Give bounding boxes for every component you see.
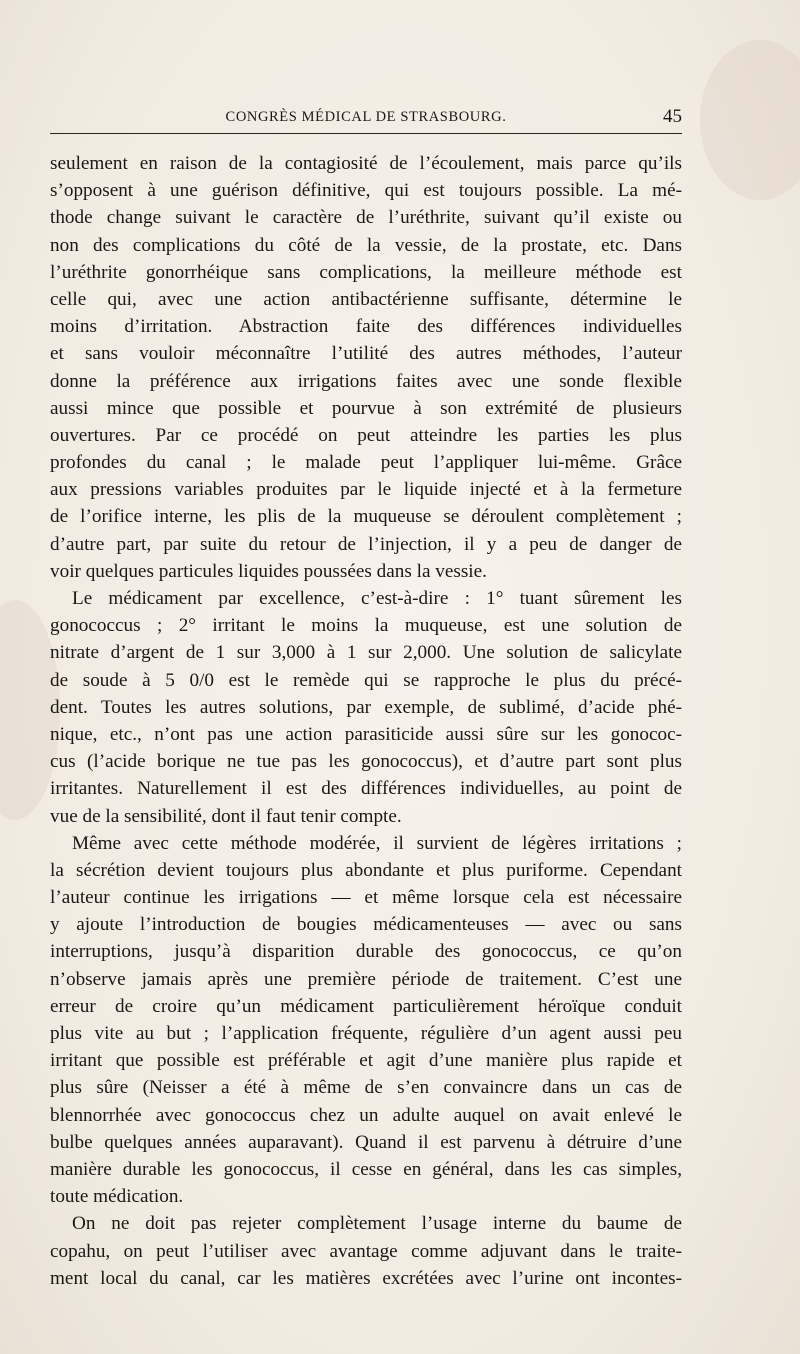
text-line: moins d’irritation. Abstraction faite des différences individuelles [50, 316, 682, 338]
text-line: plus sûre (Neisser a été à même de s’en convaincre dans un cas de [50, 1077, 682, 1099]
text-line: ment local du canal, car les matières excrétées avec l’urine ont incontes- [50, 1267, 682, 1289]
running-title: CONGRÈS MÉDICAL DE STRASBOURG. [225, 109, 507, 125]
text-line: irritant que possible est préférable et agit d’une manière plus rapide et [50, 1050, 682, 1072]
text-line: aussi mince que possible et pourvue à son extrémité de plusieurs [50, 397, 682, 419]
header-rule [50, 133, 682, 134]
body-text [50, 150, 682, 1292]
text-line: aux pressions variables produites par le liquide injecté et à la fermeture [50, 479, 682, 501]
text-line: dent. Toutes les autres solutions, par exemple, de sublimé, d’acide phé- [50, 696, 682, 718]
text-line: On ne doit pas rejeter complètement l’usage interne du baume de [72, 1213, 682, 1235]
text-line: interruptions, jusqu’à disparition durable des gonococcus, ce qu’on [50, 941, 682, 963]
text-line: l’uréthrite gonorrhéique sans complications, la meilleure méthode est [50, 261, 682, 283]
text-line: Le médicament par excellence, c’est-à-dire : 1° tuant sûrement les [72, 588, 682, 609]
text-line: celle qui, avec une action antibactérienne suffisante, détermine le [50, 288, 682, 310]
text-line: de soude à 5 0/0 est le remède qui se rapproche le plus du précé- [50, 669, 682, 691]
text-line: ouvertures. Par ce procédé on peut atteindre les parties les plus [50, 424, 682, 446]
text-line: irritantes. Naturellement il est des différences individuelles, au point de [50, 778, 682, 800]
text-line: l’auteur continue les irrigations — et même lorsque cela est nécessaire [50, 887, 682, 909]
page-number: 45 [663, 106, 682, 127]
paper-stain [700, 40, 800, 200]
text-line: seulement en raison de la contagiosité de l’écoulement, mais parce qu’ils [50, 153, 682, 174]
text-line: non des complications du côté de la vessie, de la prostate, etc. Dans [50, 234, 682, 256]
text-line: cus (l’acide borique ne tue pas les gonococcus), et d’autre part sont plus [50, 751, 682, 773]
text-line: profondes du canal ; le malade peut l’appliquer lui-même. Grâce [50, 452, 682, 474]
text-line: nique, etc., n’ont pas une action parasiticide aussi sûre sur les gonococ- [50, 723, 682, 745]
text-line: nitrate d’argent de 1 sur 3,000 à 1 sur 2,000. Une solution de salicylate [50, 642, 682, 664]
text-line: bulbe quelques années auparavant). Quand il est parvenu à détruire d’une [50, 1131, 682, 1153]
text-line: d’autre part, par suite du retour de l’injection, il y a peu de danger de [50, 533, 682, 555]
page-header [50, 106, 682, 128]
text-line: donne la préférence aux irrigations faites avec une sonde flexible [50, 370, 682, 392]
text-line: voir quelques particules liquides poussées dans la vessie. [50, 560, 487, 582]
text-line: thode change suivant le caractère de l’uréthrite, suivant qu’il existe ou [50, 207, 682, 229]
text-line: gonococcus ; 2° irritant le moins la muqueuse, est une solution de [50, 615, 682, 637]
text-line: copahu, on peut l’utiliser avec avantage comme adjuvant dans le traite- [50, 1240, 682, 1262]
text-line: erreur de croire qu’un médicament particulièrement héroïque conduit [50, 995, 682, 1017]
text-line: plus vite au but ; l’application fréquente, régulière d’un agent aussi peu [50, 1023, 682, 1044]
text-line: blennorrhée avec gonococcus chez un adulte auquel on avait enlevé le [50, 1104, 682, 1126]
text-line: Même avec cette méthode modérée, il survient de légères irritations ; [72, 832, 682, 854]
text-line: y ajoute l’introduction de bougies médicamenteuses — avec ou sans [50, 914, 682, 936]
text-line: la sécrétion devient toujours plus abondante et plus puriforme. Cependant [50, 859, 682, 881]
text-line: et sans vouloir méconnaître l’utilité des autres méthodes, l’auteur [50, 343, 682, 365]
text-line: de l’orifice interne, les plis de la muqueuse se déroulent complètement ; [50, 506, 682, 528]
text-line: s’opposent à une guérison définitive, qui est toujours possible. La mé- [50, 180, 682, 202]
text-line: toute médication. [50, 1186, 184, 1208]
text-line: manière durable les gonococcus, il cesse en général, dans les cas simples, [50, 1158, 682, 1180]
text-line: n’observe jamais après une première période de traitement. C’est une [50, 968, 682, 990]
text-line: vue de la sensibilité, dont il faut tenir compte. [50, 805, 402, 827]
